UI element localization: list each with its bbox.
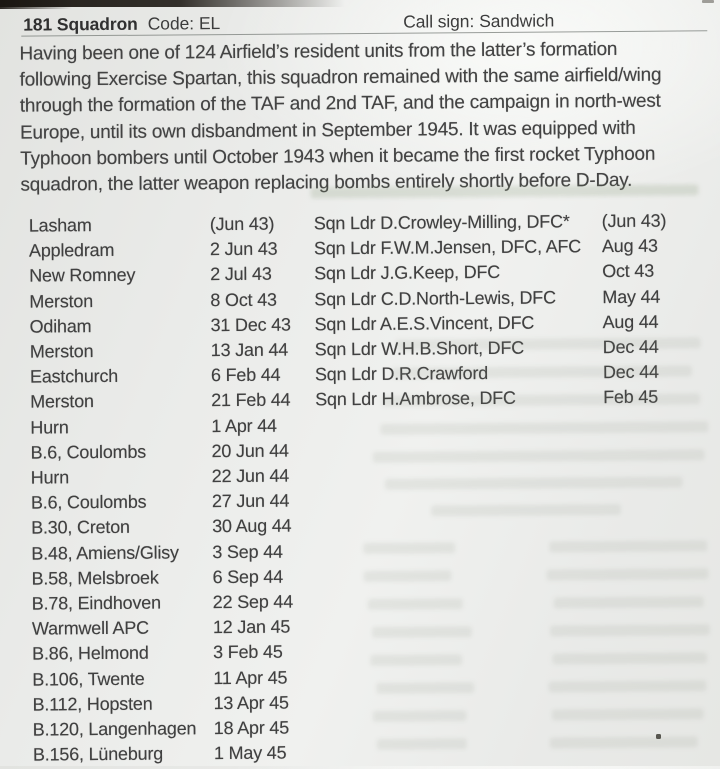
- movement-commander: [318, 738, 606, 765]
- movement-to-date: [606, 738, 709, 764]
- movement-commander: [316, 562, 604, 589]
- movement-commander: Sqn Ldr D.Crowley-Milling, DFC*: [313, 211, 570, 234]
- movement-from-date: 3 Sep 44: [212, 541, 283, 562]
- movement-base: B.48, Amiens/Glisy: [31, 542, 179, 564]
- movement-to-date: [604, 460, 707, 486]
- movement-to-date: [605, 586, 708, 612]
- movement-from-date: 31 Dec 43: [210, 314, 291, 335]
- movement-base: B.6, Coulombs: [30, 491, 147, 513]
- callsign: [403, 10, 554, 32]
- movement-to-date: [605, 612, 708, 638]
- movement-to-date: Oct 43: [602, 261, 655, 282]
- movement-to-date: [605, 687, 708, 713]
- movement-from-date: 1 May 45: [213, 742, 287, 764]
- callsign-label: Call sign:: [403, 11, 475, 32]
- movement-commander: [315, 436, 603, 463]
- ink-speck: [702, 0, 714, 3]
- movement-to-date: Dec 44: [602, 336, 659, 358]
- movement-from-date: 3 Feb 45: [213, 642, 283, 663]
- movement-to-date: Feb 45: [603, 387, 659, 408]
- movement-to-date: (Jun 43): [601, 210, 667, 232]
- movement-from-date: 22 Jun 44: [211, 465, 290, 487]
- movement-commander: Sqn Ldr H.Ambrose, DFC: [315, 388, 516, 410]
- movement-base: B.58, Melsbroek: [31, 567, 159, 589]
- movement-base: Eastchurch: [29, 366, 119, 387]
- movement-to-date: [604, 486, 707, 512]
- movement-from-date: 18 Apr 45: [213, 717, 290, 739]
- movement-base: B.156, Lüneburg: [32, 743, 164, 765]
- movement-commander: [317, 612, 605, 639]
- movement-commander: Sqn Ldr F.W.M.Jensen, DFC, AFC: [313, 236, 582, 259]
- movement-from-date: 20 Jun 44: [211, 440, 289, 461]
- movement-base: Merston: [30, 391, 94, 413]
- movement-from-date: 6 Feb 44: [210, 364, 281, 386]
- movement-base: Merston: [29, 290, 94, 312]
- movement-row: [33, 738, 709, 769]
- movement-base: Warmwell APC: [31, 617, 149, 639]
- movement-base: Hurn: [30, 416, 69, 438]
- movement-commander: [316, 486, 604, 513]
- movement-commander: [316, 461, 604, 488]
- movement-base: Odiham: [29, 315, 92, 337]
- movement-from-date: (Jun 43): [209, 213, 275, 235]
- summary-line: following Exercise Spartan, this squadron remained with the same airfield/wing: [19, 64, 662, 91]
- movement-from-date: 21 Feb 44: [211, 389, 291, 411]
- movement-to-date: May 44: [602, 286, 661, 307]
- summary-line: Having been one of 124 Airfield’s resident units from the latter’s formation: [19, 38, 618, 65]
- movement-commander: [316, 537, 604, 564]
- movement-to-date: Aug 44: [602, 311, 659, 332]
- movement-base: Merston: [29, 341, 94, 362]
- movement-from-date: 13 Jan 44: [210, 339, 289, 361]
- movement-commander: [317, 663, 605, 690]
- movement-to-date: [605, 637, 708, 663]
- movement-to-date: Aug 43: [601, 235, 658, 257]
- movement-to-date: [605, 662, 708, 688]
- summary-line: Europe, until its own disbandment in September 1945. It was equipped with: [19, 117, 636, 144]
- movement-from-date: 27 Jun 44: [211, 490, 290, 512]
- page-edge-shadow: [0, 0, 72, 9]
- movement-commander: Sqn Ldr C.D.North-Lewis, DFC: [314, 287, 556, 309]
- movement-from-date: 8 Oct 43: [210, 289, 277, 310]
- movement-to-date: [604, 536, 707, 562]
- movement-from-date: 2 Jul 43: [210, 264, 272, 285]
- movement-from-date: 22 Sep 44: [212, 591, 294, 613]
- movement-commander: [315, 411, 603, 438]
- movement-commander: Sqn Ldr D.R.Crawford: [314, 363, 489, 385]
- summary-line: through the formation of the TAF and 2nd TAF, and the campaign in north-west: [19, 91, 661, 118]
- ink-speck: [656, 734, 661, 739]
- callsign-value: Sandwich: [479, 10, 555, 32]
- movement-from-date: 30 Aug 44: [212, 515, 292, 537]
- movement-commander: [317, 638, 605, 665]
- movement-from-date: 13 Apr 45: [213, 692, 289, 714]
- movement-from-date: 1 Apr 44: [211, 415, 277, 436]
- summary-paragraph: [19, 36, 692, 198]
- movements-table: [29, 208, 709, 768]
- movement-from-date: 2 Jun 43: [209, 238, 278, 260]
- movement-to-date: Dec 44: [602, 361, 659, 383]
- movement-base: B.78, Eindhoven: [31, 592, 161, 614]
- code-value: EL: [198, 13, 221, 34]
- movement-base: Appledram: [28, 240, 115, 261]
- movement-to-date: [604, 561, 707, 587]
- code-label: Code:: [147, 13, 195, 34]
- movement-from-date: 6 Sep 44: [212, 566, 284, 588]
- movement-commander: [316, 512, 604, 539]
- movement-commander: [318, 713, 606, 740]
- movement-commander: Sqn Ldr A.E.S.Vincent, DFC: [314, 312, 535, 335]
- movement-base: B.6, Coulombs: [30, 441, 147, 463]
- movement-commander: Sqn Ldr W.H.B.Short, DFC: [314, 337, 525, 360]
- movement-commander: [317, 587, 605, 614]
- movement-base: New Romney: [29, 265, 136, 287]
- movement-to-date: [604, 511, 707, 537]
- movement-base: Hurn: [30, 467, 70, 488]
- movement-to-date: [603, 410, 706, 436]
- summary-line: squadron, the latter weapon replacing bombs entirely shortly before D-Day.: [20, 169, 633, 196]
- movement-commander: Sqn Ldr J.G.Keep, DFC: [314, 262, 501, 284]
- movement-base: Lasham: [28, 215, 92, 236]
- squadron-title: 181 Squadron: [23, 13, 138, 35]
- summary-line: Typhoon bombers until October 1943 when it became the first rocket Typhoon: [20, 143, 656, 170]
- movement-base: B.30, Creton: [31, 517, 130, 539]
- movement-base: B.86, Helmond: [32, 643, 149, 665]
- movement-to-date: [603, 435, 706, 461]
- movement-base: B.112, Hopsten: [32, 693, 153, 715]
- movement-from-date: 11 Apr 45: [213, 667, 288, 688]
- movement-commander: [317, 688, 605, 715]
- movement-base: B.106, Twente: [32, 668, 145, 690]
- movement-from-date: 12 Jan 45: [212, 616, 291, 638]
- movement-base: B.120, Langenhagen: [32, 718, 197, 740]
